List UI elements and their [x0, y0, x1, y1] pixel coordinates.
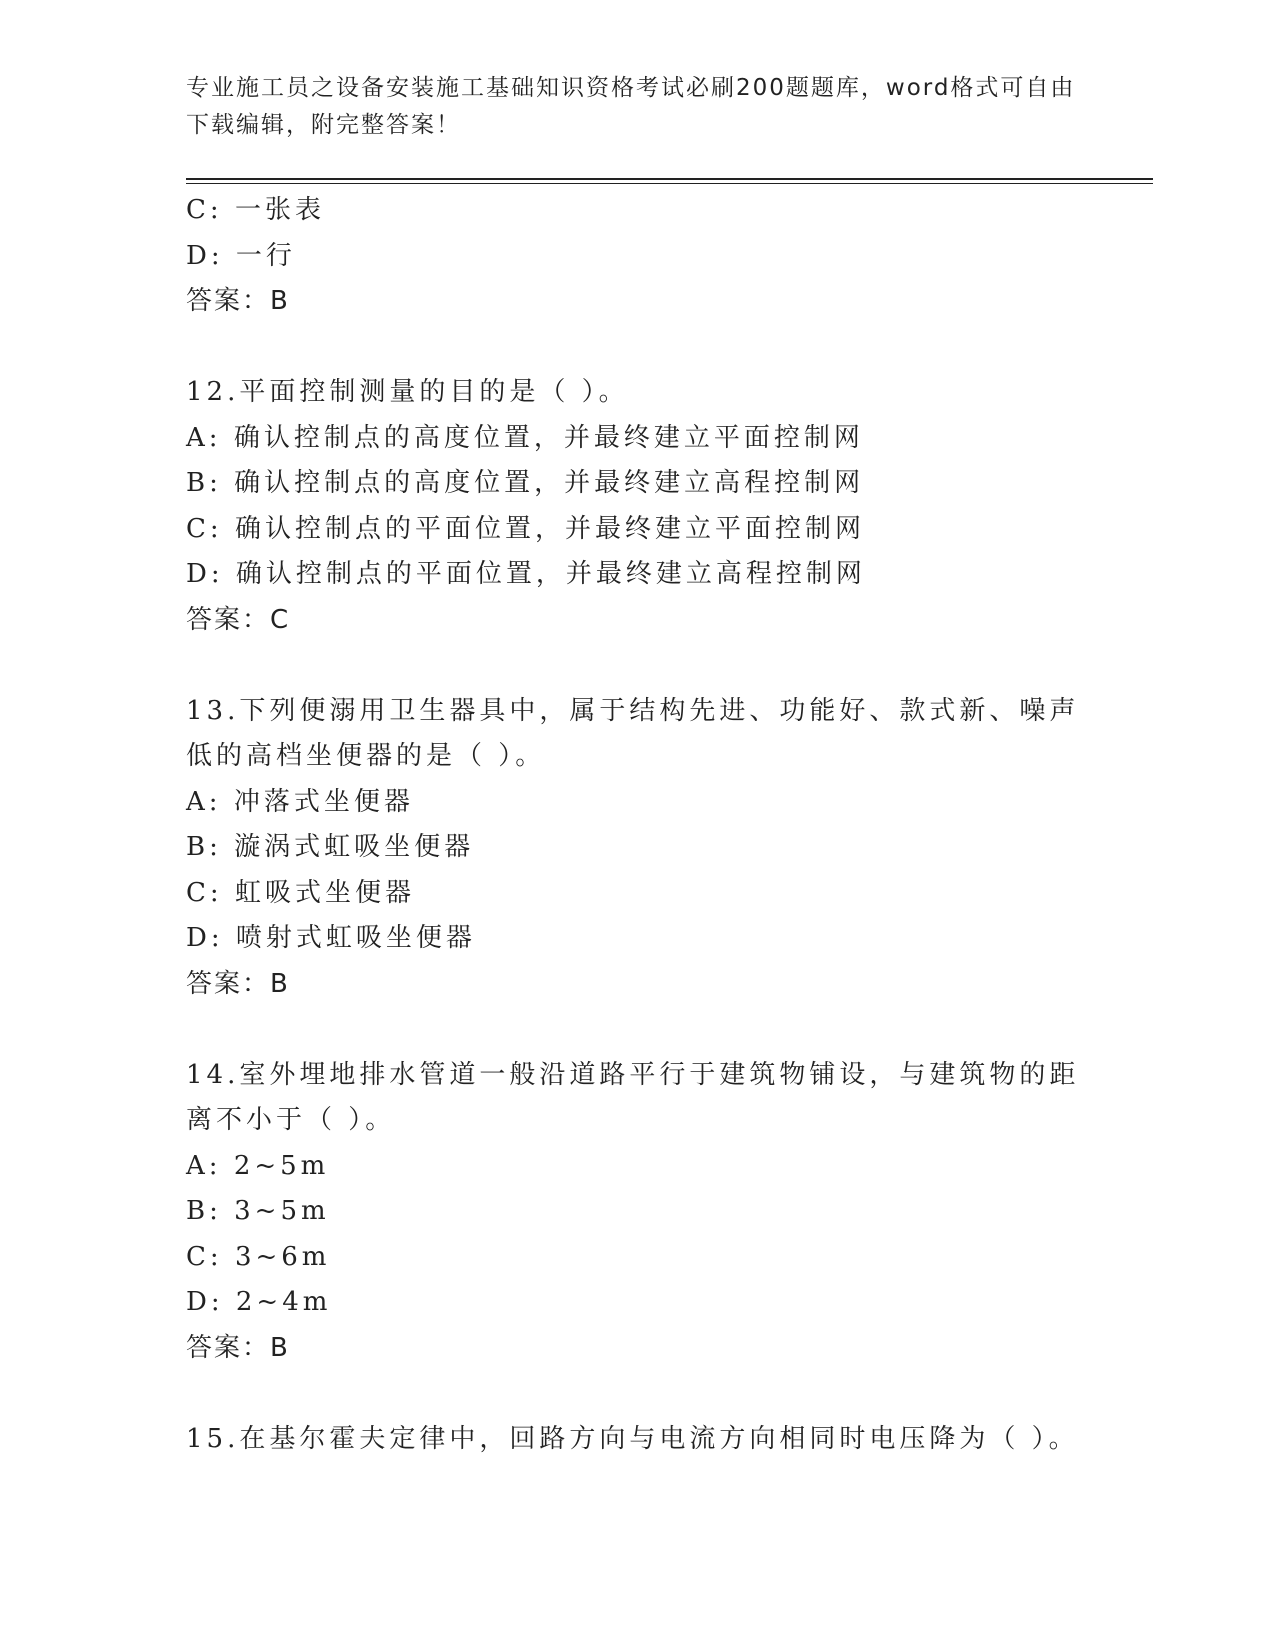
option-line: D: 2~4m	[186, 1287, 332, 1317]
option-line: D: 喷射式虹吸坐便器	[186, 923, 476, 953]
option-line: C: 一张表	[186, 195, 325, 225]
answer-line: 答案：C	[186, 604, 291, 635]
question-stem: 13.下列便溺用卫生器具中，属于结构先进、功能好、款式新、噪声低的高档坐便器的是（ ）。	[186, 695, 1080, 771]
option-line: C: 确认控制点的平面位置，并最终建立平面控制网	[186, 513, 865, 544]
option-line: A: 冲落式坐便器	[186, 786, 414, 817]
option-line: D: 确认控制点的平面位置，并最终建立高程控制网	[186, 559, 866, 589]
option-line: C: 3~6m	[186, 1241, 331, 1272]
option-line: C: 虹吸式坐便器	[186, 877, 415, 908]
question-content	[186, 188, 1086, 1462]
question-stem: 15.在基尔霍夫定律中，回路方向与电流方向相同时电压降为（ ）。	[186, 1423, 1079, 1454]
answer-line: 答案：B	[186, 968, 290, 999]
question-stem: 12.平面控制测量的目的是（ ）。	[186, 377, 629, 407]
option-line: B: 漩涡式虹吸坐便器	[186, 832, 475, 862]
option-line: B: 确认控制点的高度位置，并最终建立高程控制网	[186, 468, 865, 498]
answer-line: 答案：B	[186, 286, 290, 316]
header-divider-thin	[186, 183, 1153, 184]
question-stem: 14.室外埋地排水管道一般沿道路平行于建筑物铺设，与建筑物的距离不小于（ ）。	[186, 1059, 1080, 1135]
option-line: A: 2~5m	[186, 1150, 330, 1181]
option-line: B: 3~5m	[186, 1196, 330, 1226]
answer-line: 答案：B	[186, 1332, 290, 1363]
header-divider	[186, 178, 1153, 180]
option-line: A: 确认控制点的高度位置，并最终建立平面控制网	[186, 422, 864, 453]
option-line: D: 一行	[186, 240, 296, 271]
document-header: 专业施工员之设备安装施工基础知识资格考试必刷200题题库，word格式可自由下载编辑，附完整答案！	[186, 75, 1076, 138]
